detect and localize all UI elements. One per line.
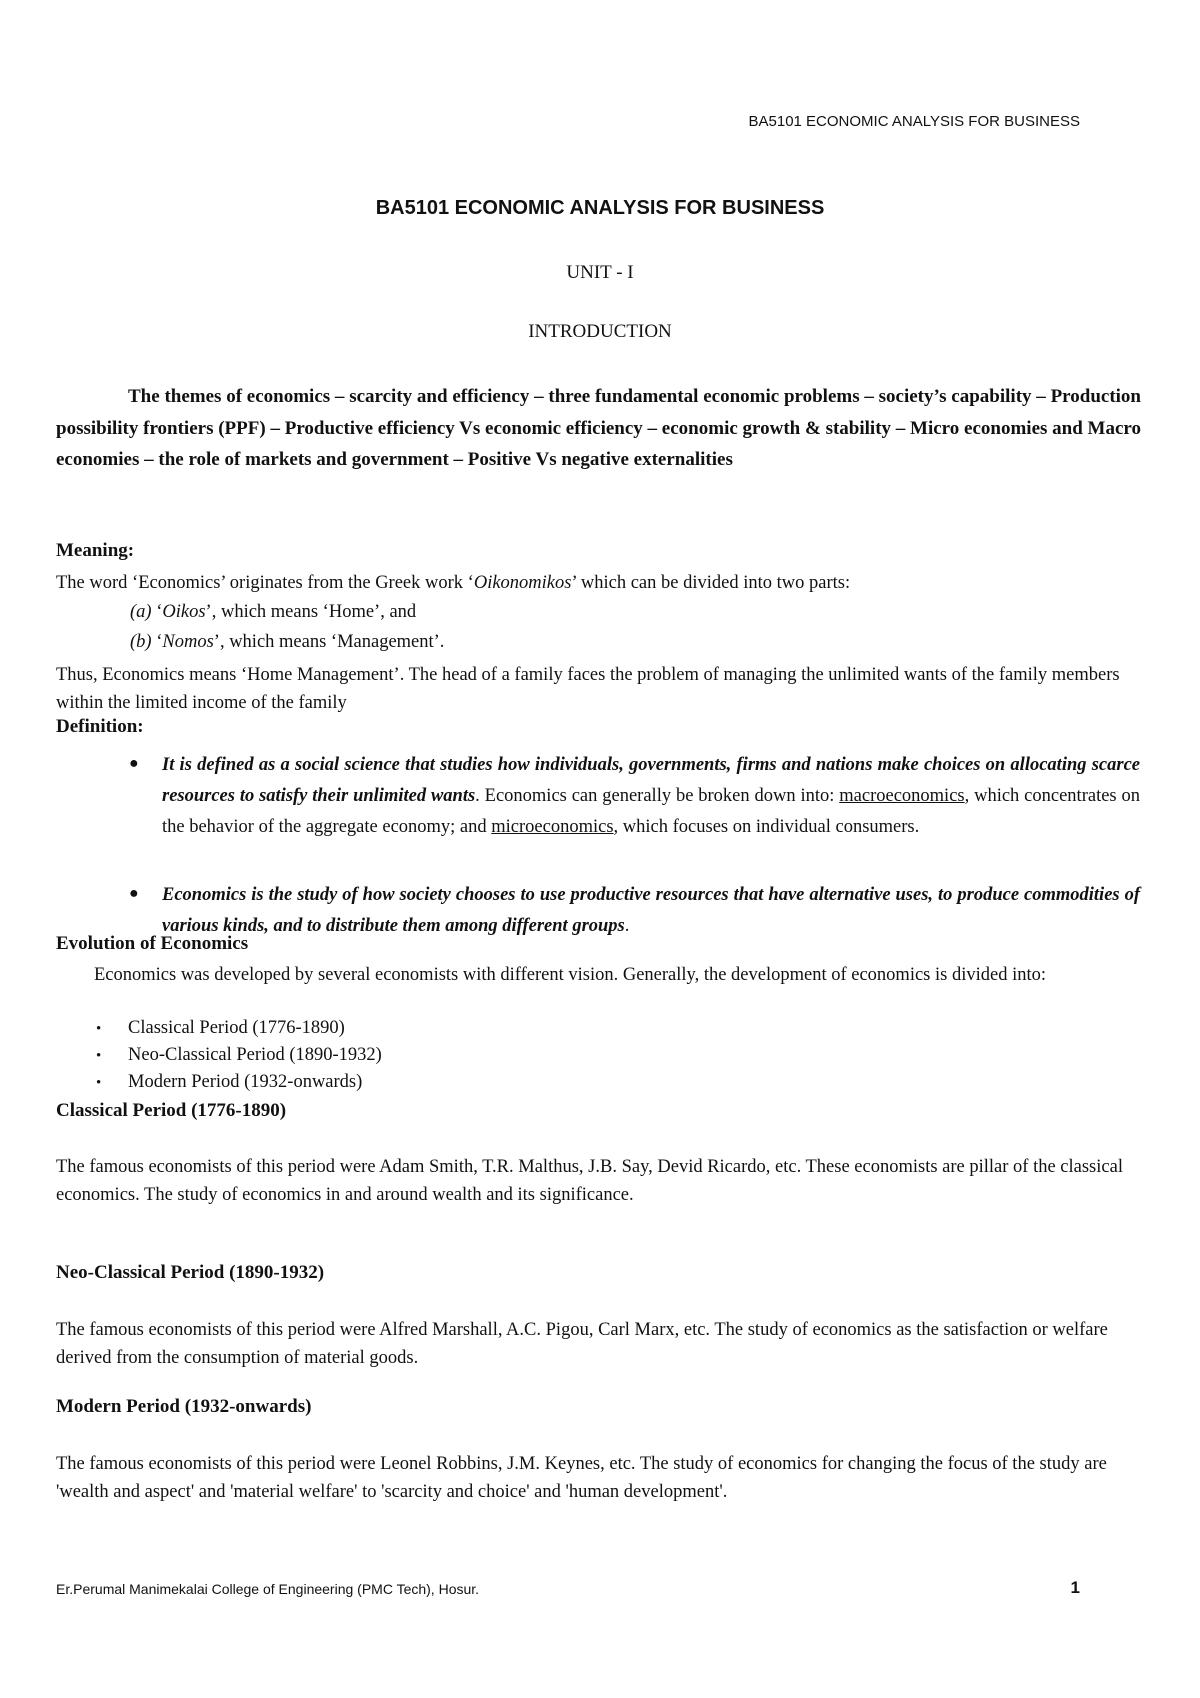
meaning-part-a-term: Oikos	[162, 602, 206, 622]
meaning-part-b: (b) ‘Nomos’, which means ‘Management’.	[130, 632, 445, 652]
classical-period-heading: Classical Period (1776-1890)	[56, 1100, 287, 1121]
period-label: Classical Period (1776-1890)	[128, 1018, 345, 1038]
period-list-item	[96, 1018, 345, 1039]
macroeconomics-link[interactable]: macroeconomics	[839, 786, 965, 806]
neo-classical-period-text: The famous economists of this period were Alfred Marshall, A.C. Pigou, Carl Marx, etc. The study of economics as the satisfaction or welfare derived from the consumption of material goods.	[56, 1320, 1108, 1368]
period-list-item	[96, 1072, 362, 1093]
bullet-icon: •	[96, 1075, 102, 1091]
section-title: INTRODUCTION	[528, 321, 672, 342]
period-list-item	[96, 1045, 382, 1066]
modern-period-heading: Modern Period (1932-onwards)	[56, 1396, 312, 1417]
definition-item-1	[162, 750, 1140, 843]
meaning-intro-before: The word ‘Economics’ originates from the Greek work ‘	[56, 573, 474, 593]
period-label: Neo-Classical Period (1890-1932)	[128, 1045, 382, 1065]
definition-1-emphasis: It is defined as a social science that studies how individuals, governments, firms and nations make choices on allocating scarce resources to satisfy their unlimited wants	[162, 755, 1140, 806]
meaning-part-a: (a) ‘Oikos’, which means ‘Home’, and	[130, 602, 417, 622]
bullet-icon: •	[96, 1021, 102, 1037]
meaning-intro-term: Oikonomikos	[473, 573, 572, 593]
meaning-part-b-text: ’, which means ‘Management’.	[213, 632, 445, 652]
meaning-paragraph: Thus, Economics means ‘Home Management’. The head of a family faces the problem of managing the unlimited wants of the family members within the limited income of the family	[56, 665, 1120, 713]
bullet-icon: ●	[129, 885, 139, 902]
definition-1-text-a: . Economics can generally be broken down into:	[475, 786, 840, 806]
footer-institution: Er.Perumal Manimekalai College of Engineering (PMC Tech), Hosur.	[56, 1581, 480, 1597]
meaning-heading: Meaning:	[56, 540, 135, 561]
definition-1-text-c: , which focuses on individual consumers.	[613, 817, 920, 837]
evolution-text: Economics was developed by several economists with different vision. Generally, the development of economics is divided into:	[94, 965, 1047, 985]
classical-period-text: The famous economists of this period were Adam Smith, T.R. Malthus, J.B. Say, Devid Ricardo, etc. These economists are pillar of the classical economics. The study of economics in and around wealth and its significance.	[56, 1157, 1123, 1205]
definition-2-emphasis: Economics is the study of how society chooses to use productive resources that have alternative uses, to produce commodities of various kinds, and to distribute them among different groups	[162, 885, 1140, 936]
modern-period-text: The famous economists of this period were Leonel Robbins, J.M. Keynes, etc. The study of economics for changing the focus of the study are 'wealth and aspect' and 'material welfare' to 'scarcity and choice' and 'human development'.	[56, 1454, 1107, 1502]
syllabus-topics: The themes of economics – scarcity and efficiency – three fundamental economic problems – society’s capability – Production possibility frontiers (PPF) – Productive efficiency Vs economic efficiency – economic growth & stability – Micro economies and Macro economies – the role of markets and government – Positive Vs negative externalities	[56, 386, 1141, 470]
page-number: 1	[1070, 1578, 1080, 1597]
meaning-part-a-label: (a)	[130, 602, 152, 622]
definition-1-text-b: , which concentrates on the behavior of the aggregate economy; and	[162, 786, 1140, 837]
document-title: BA5101 ECONOMIC ANALYSIS FOR BUSINESS	[375, 197, 825, 219]
definition-heading: Definition:	[56, 716, 144, 737]
meaning-part-a-text: ’, which means ‘Home’, and	[205, 602, 417, 622]
unit-label: UNIT - I	[566, 262, 634, 283]
bullet-icon: ●	[129, 755, 139, 772]
bullet-icon: •	[96, 1048, 102, 1064]
definition-item-2	[162, 880, 1140, 942]
neo-classical-period-heading: Neo-Classical Period (1890-1932)	[56, 1262, 325, 1283]
definition-2-end: .	[624, 916, 630, 936]
meaning-intro-after: ’ which can be divided into two parts:	[571, 573, 851, 593]
evolution-heading: Evolution of Economics	[56, 933, 249, 954]
running-header: BA5101 ECONOMIC ANALYSIS FOR BUSINESS	[748, 113, 1080, 130]
meaning-part-b-term: Nomos	[162, 632, 214, 652]
meaning-part-b-label: (b)	[130, 632, 152, 652]
microeconomics-link[interactable]: microeconomics	[491, 817, 614, 837]
meaning-intro	[56, 569, 1141, 598]
period-label: Modern Period (1932-onwards)	[128, 1072, 363, 1092]
